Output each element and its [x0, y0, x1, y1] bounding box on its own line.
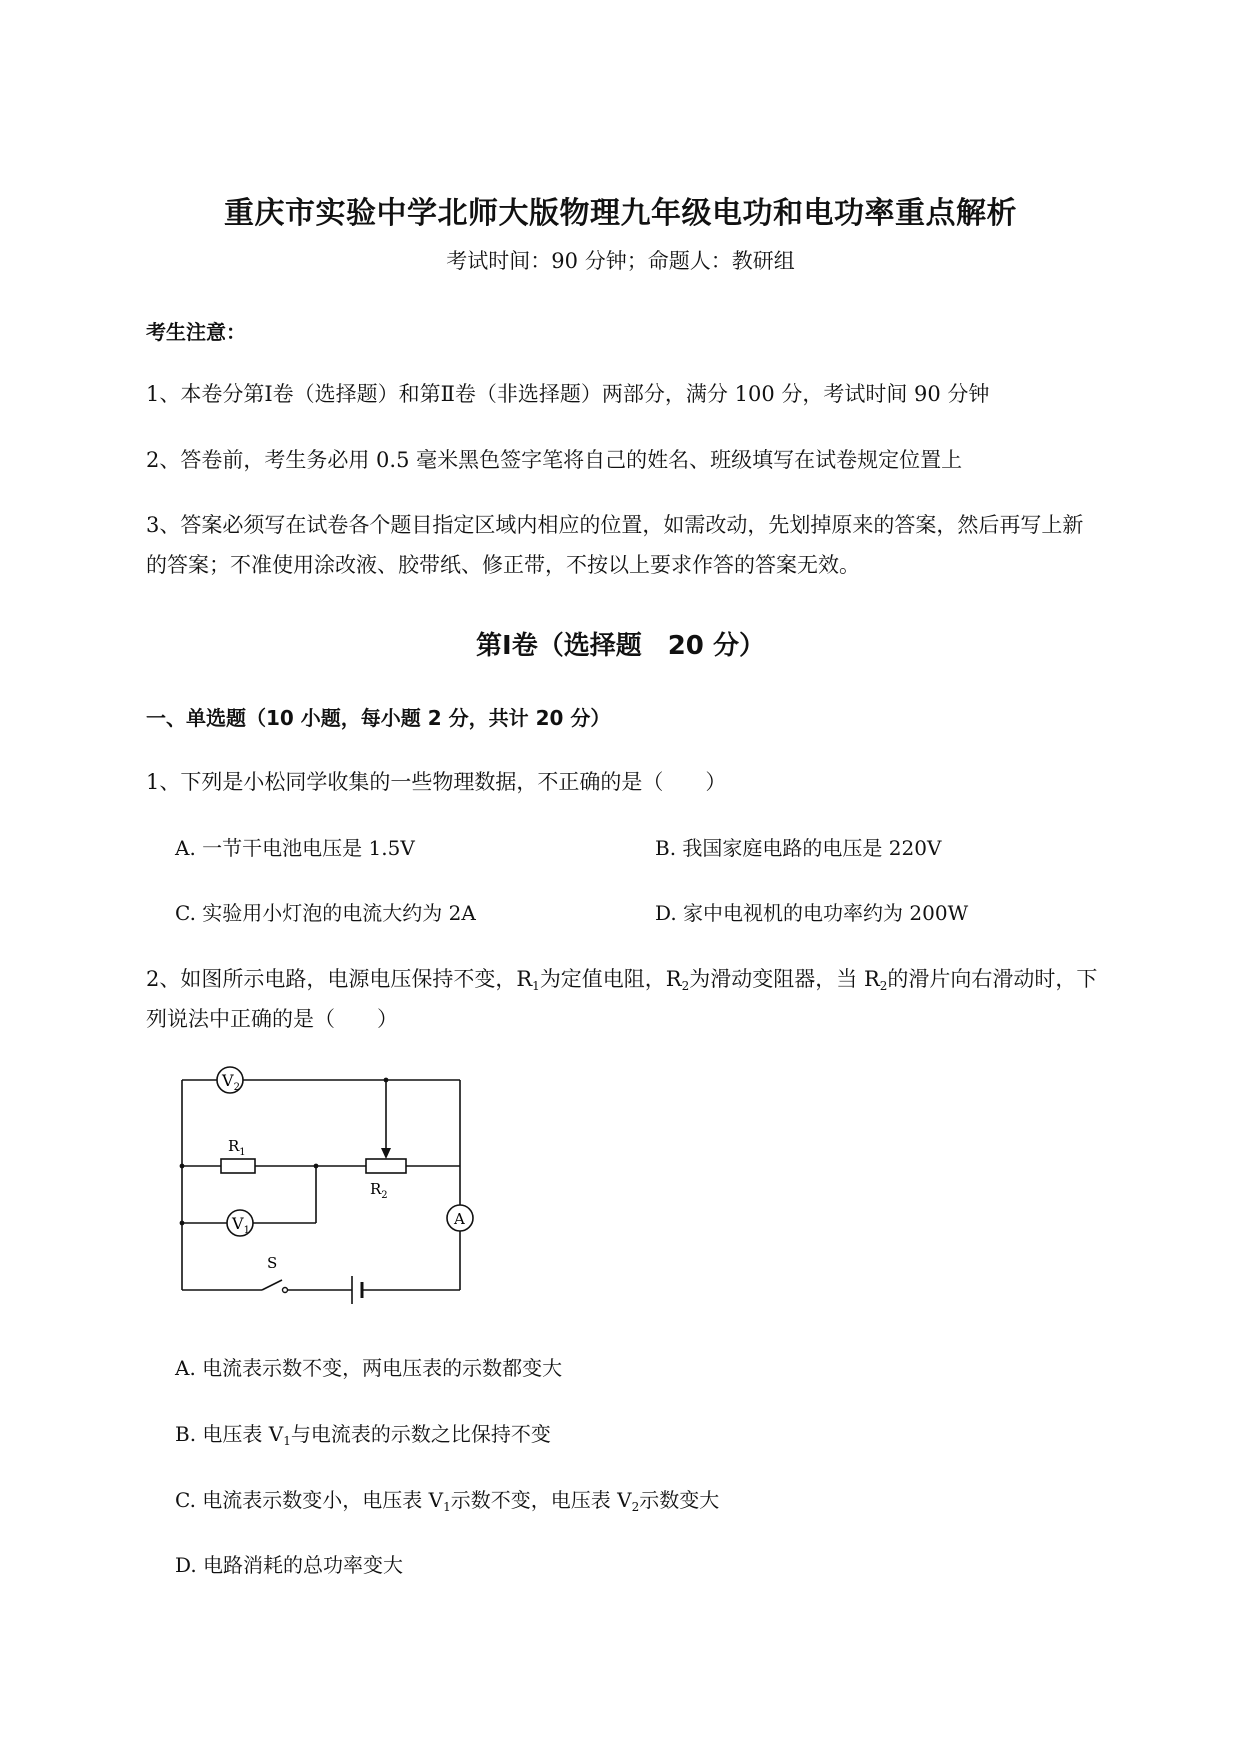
rheostat-r2-label: $R_2$	[370, 1180, 388, 1201]
notice-item-3: 3、答案必须写在试卷各个题目指定区域内相应的位置，如需改动，先划掉原来的答案，然后再写上新	[146, 513, 1084, 537]
question-1-option-c: C. 实验用小灯泡的电流大约为 2A	[175, 901, 476, 925]
voltmeter-v2-label: $V_2$	[222, 1071, 240, 1093]
section-title: 第Ⅰ卷（选择题 20 分）	[476, 631, 765, 661]
exam-meta: 考试时间：90 分钟；命题人：教研组	[446, 249, 795, 273]
question-2-option-d: D. 电路消耗的总功率变大	[175, 1553, 404, 1577]
resistor-r1-icon	[221, 1159, 255, 1173]
rheostat-r2-icon	[366, 1159, 406, 1173]
question-2-stem-cont: 列说法中正确的是（ ）	[146, 1007, 398, 1031]
notice-heading: 考生注意：	[146, 320, 246, 344]
voltmeter-v1-label: $V_1$	[232, 1214, 250, 1236]
notice-item-3-cont: 的答案；不准使用涂改液、胶带纸、修正带，不按以上要求作答的答案无效。	[146, 553, 860, 577]
question-1-option-d: D. 家中电视机的电功率约为 200W	[655, 901, 969, 925]
notice-item-2: 2、答卷前，考生务必用 0.5 毫米黑色签字笔将自己的姓名、班级填写在试卷规定位置上	[146, 448, 963, 472]
notice-item-1: 1、本卷分第Ⅰ卷（选择题）和第Ⅱ卷（非选择题）两部分，满分 100 分，考试时间 90 分钟	[146, 382, 990, 406]
circuit-diagram	[170, 1060, 490, 1310]
question-1-option-a: A. 一节干电池电压是 1.5V	[175, 836, 415, 860]
switch-icon	[262, 1280, 282, 1290]
question-2-stem: 2、如图所示电路，电源电压保持不变，$R_1$为定值电阻，$R_2$为滑动变阻器，当 $R_2$的滑片向右滑动时，下	[146, 967, 1098, 993]
ammeter-label: A	[454, 1210, 465, 1228]
resistor-r1-label: $R_1$	[228, 1137, 246, 1158]
question-1-stem: 1、下列是小松同学收集的一些物理数据，不正确的是（ ）	[146, 770, 727, 794]
slider-arrow-icon	[381, 1148, 391, 1159]
question-2-option-b: B. 电压表 $V_1$与电流表的示数之比保持不变	[175, 1422, 551, 1448]
question-2-option-a: A. 电流表示数不变，两电压表的示数都变大	[175, 1356, 563, 1380]
question-2-option-c: C. 电流表示数变小，电压表 $V_1$示数不变，电压表 $V_2$示数变大	[175, 1488, 720, 1514]
switch-label: S	[267, 1254, 278, 1272]
question-1-option-b: B. 我国家庭电路的电压是 220V	[655, 836, 942, 860]
page-title: 重庆市实验中学北师大版物理九年级电功和电功率重点解析	[224, 196, 1017, 231]
section-subtitle: 一、单选题（10 小题，每小题 2 分，共计 20 分）	[146, 706, 611, 730]
